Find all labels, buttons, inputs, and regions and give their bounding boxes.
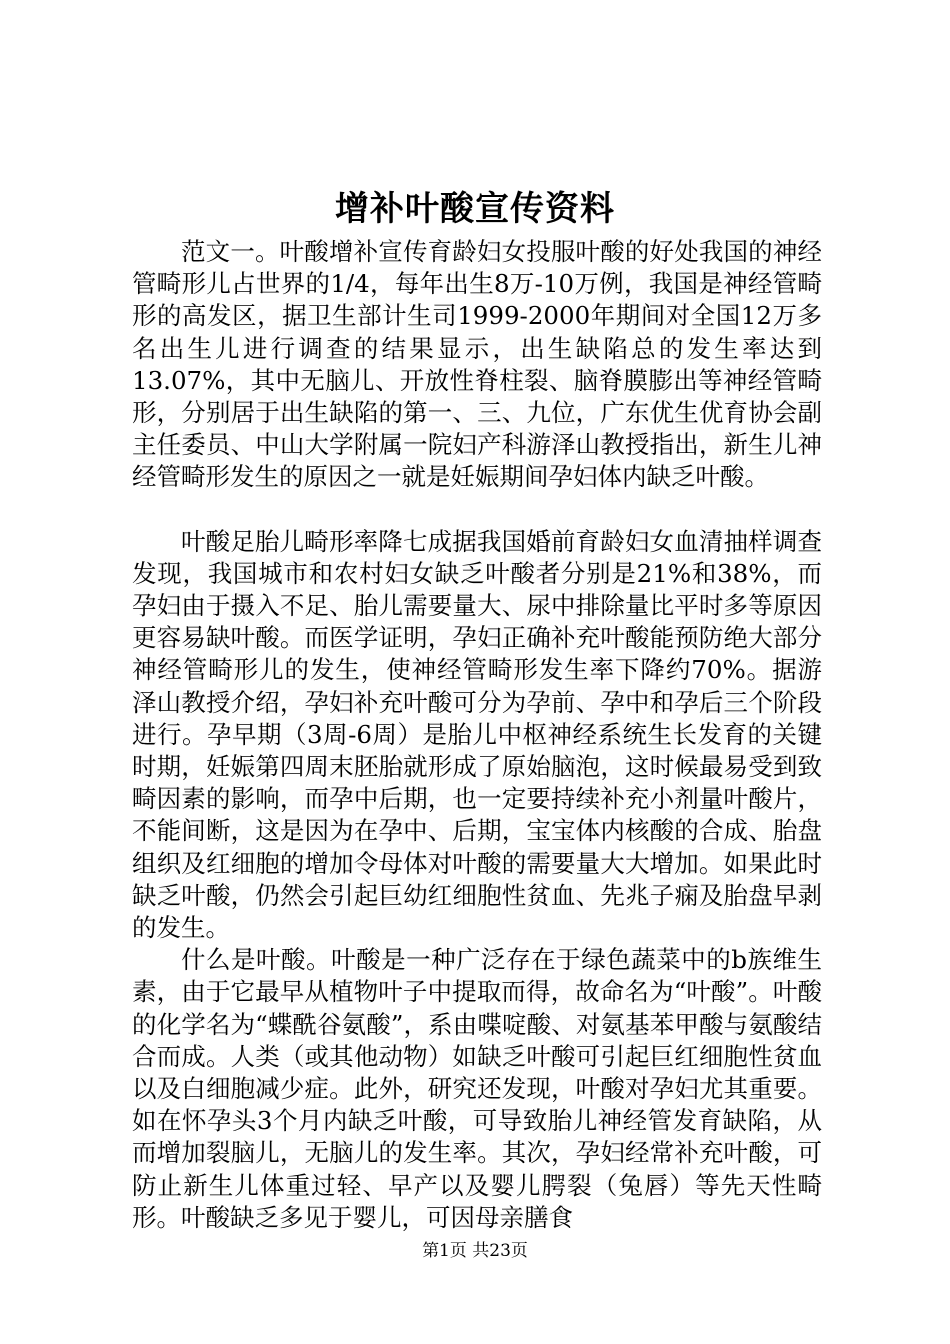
paragraph-1: 范文一。叶酸增补宣传育龄妇女投服叶酸的好处我国的神经管畸形儿占世界的1/4，每年出生8万-10万例，我国是神经管畸形的高发区，据卫生部计生司1999-2000年期间对全国12万多名出生儿进行调查的结果显示，出生缺陷总的发生率达到13.07%，其中无脑儿、开放性脊柱裂、脑脊膜膨出等神经管畸形，分别居于出生缺陷的第一、三、九位，广东优生优育协会副主任委员、中山大学附属一院妇产科游泽山教授指出，新生儿神经管畸形发生的原因之一就是妊娠期间孕妇体内缺乏叶酸。: [132, 237, 822, 492]
paragraph-2: 叶酸足胎儿畸形率降七成据我国婚前育龄妇女血清抽样调查发现，我国城市和农村妇女缺乏叶酸者分别是21%和38%，而孕妇由于摄入不足、胎儿需要量大、尿中排除量比平时多等原因更容易缺叶酸。而医学证明，孕妇正确补充叶酸能预防绝大部分神经管畸形儿的发生，使神经管畸形发生率下降约70%。据游泽山教授介绍，孕妇补充叶酸可分为孕前、孕中和孕后三个阶段进行。孕早期（3周-6周）是胎儿中枢神经系统生长发育的关键时期，妊娠第四周末胚胎就形成了原始脑泡，这时候最易受到致畸因素的影响，而孕中后期，也一定要持续补充小剂量叶酸片，不能间断，这是因为在孕中、后期，宝宝体内核酸的合成、胎盘组织及红细胞的增加令母体对叶酸的需要量大大增加。如果此时缺乏叶酸，仍然会引起巨幼红细胞性贫血、先兆子痫及胎盘早剥的发生。: [132, 526, 822, 943]
document-body: [132, 236, 822, 1234]
paragraph-spacer: [132, 494, 822, 526]
page-number-footer: 第1页 共23页: [422, 1241, 528, 1261]
document-title: 增补叶酸宣传资料: [335, 189, 615, 229]
paragraph-3: 什么是叶酸。叶酸是一种广泛存在于绿色蔬菜中的b族维生素，由于它最早从植物叶子中提取而得，故命名为“叶酸”。叶酸的化学名为“蝶酰谷氨酸”，系由喋啶酸、对氨基苯甲酸与氨酸结合而成。人类（或其他动物）如缺乏叶酸可引起巨红细胞性贫血以及白细胞减少症。此外，研究还发现，叶酸对孕妇尤其重要。如在怀孕头3个月内缺乏叶酸，可导致胎儿神经管发育缺陷，从而增加裂脑儿，无脑儿的发生率。其次，孕妇经常补充叶酸，可防止新生儿体重过轻、早产以及婴儿腭裂（兔唇）等先天性畸形。叶酸缺乏多见于婴儿，可因母亲膳食: [132, 945, 822, 1232]
